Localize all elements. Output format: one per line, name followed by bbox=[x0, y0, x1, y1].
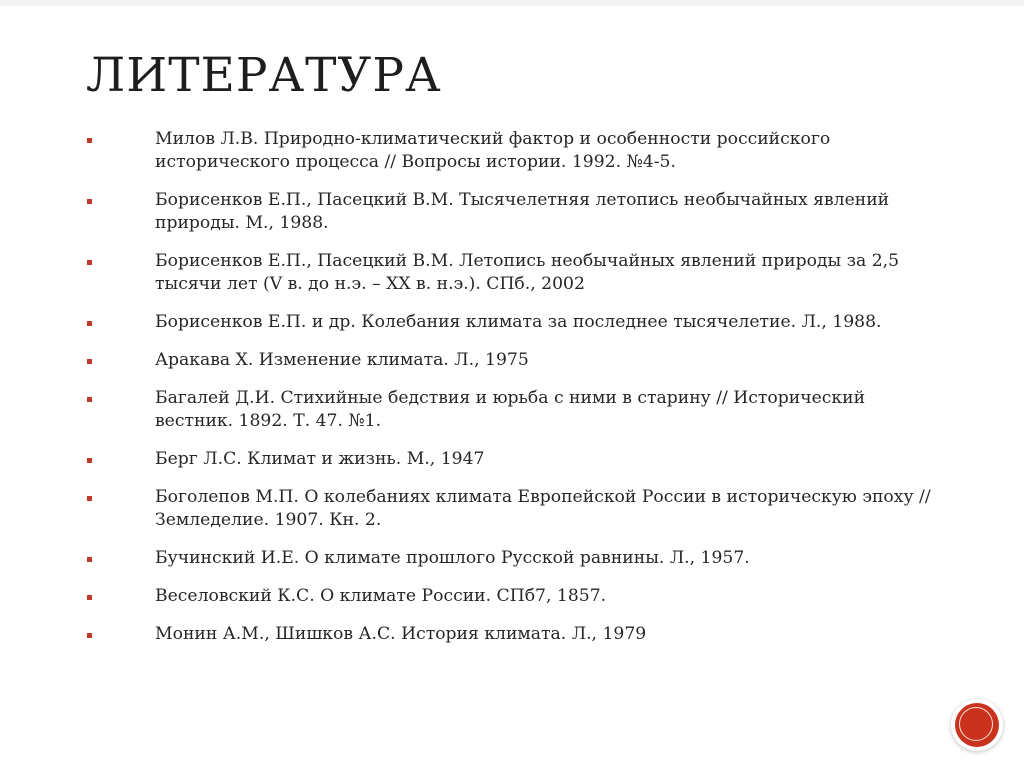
slide-badge bbox=[951, 699, 1003, 751]
square-bullet-icon bbox=[87, 458, 92, 463]
reference-text: Монин А.М., Шишков А.С. История климата. Л., 1979 bbox=[155, 624, 647, 644]
slide-title: ЛИТЕРАТУРА bbox=[86, 48, 442, 103]
square-bullet-icon bbox=[87, 397, 92, 402]
reference-item bbox=[82, 448, 942, 471]
reference-text: Аракава Х. Изменение климата. Л., 1975 bbox=[155, 350, 529, 370]
reference-item bbox=[82, 189, 942, 235]
reference-text: Бучинский И.Е. О климате прошлого Русской равнины. Л., 1957. bbox=[155, 548, 750, 568]
reference-text: Веселовский К.С. О климате России. СПб7, 1857. bbox=[155, 586, 607, 606]
reference-text: Боголепов М.П. О колебаниях климата Европейской России в историческую эпоху // Земледелие. 1907. Кн. 2. bbox=[155, 487, 931, 530]
reference-item bbox=[82, 547, 942, 570]
reference-item bbox=[82, 250, 942, 296]
square-bullet-icon bbox=[87, 199, 92, 204]
reference-text: Борисенков Е.П., Пасецкий В.М. Тысячелетняя летопись необычайных явлений природы. М., 1988. bbox=[155, 190, 890, 233]
reference-text: Милов Л.В. Природно-климатический фактор и особенности российского исторического процесса // Вопросы истории. 1992. №4-5. bbox=[155, 129, 831, 172]
square-bullet-icon bbox=[87, 260, 92, 265]
reference-text: Берг Л.С. Климат и жизнь. М., 1947 bbox=[155, 449, 485, 469]
square-bullet-icon bbox=[87, 557, 92, 562]
reference-item bbox=[82, 349, 942, 372]
square-bullet-icon bbox=[87, 496, 92, 501]
reference-item bbox=[82, 387, 942, 433]
reference-list bbox=[82, 128, 942, 661]
red-circle-icon bbox=[955, 703, 999, 747]
reference-item bbox=[82, 585, 942, 608]
reference-item bbox=[82, 311, 942, 334]
circle-ring-icon bbox=[959, 707, 993, 741]
square-bullet-icon bbox=[87, 633, 92, 638]
reference-text: Борисенков Е.П. и др. Колебания климата за последнее тысячелетие. Л., 1988. bbox=[155, 312, 882, 332]
reference-text: Борисенков Е.П., Пасецкий В.М. Летопись необычайных явлений природы за 2,5 тысячи лет (V в. до н.э. – XX в. н.э.). СПб., 2002 bbox=[155, 251, 900, 294]
square-bullet-icon bbox=[87, 138, 92, 143]
reference-text: Багалей Д.И. Стихийные бедствия и юрьба с ними в старину // Исторический вестник. 1892. Т. 47. №1. bbox=[155, 388, 866, 431]
reference-item bbox=[82, 623, 942, 646]
top-rule bbox=[0, 0, 1024, 6]
square-bullet-icon bbox=[87, 595, 92, 600]
square-bullet-icon bbox=[87, 321, 92, 326]
reference-item bbox=[82, 128, 942, 174]
square-bullet-icon bbox=[87, 359, 92, 364]
reference-item bbox=[82, 486, 942, 532]
